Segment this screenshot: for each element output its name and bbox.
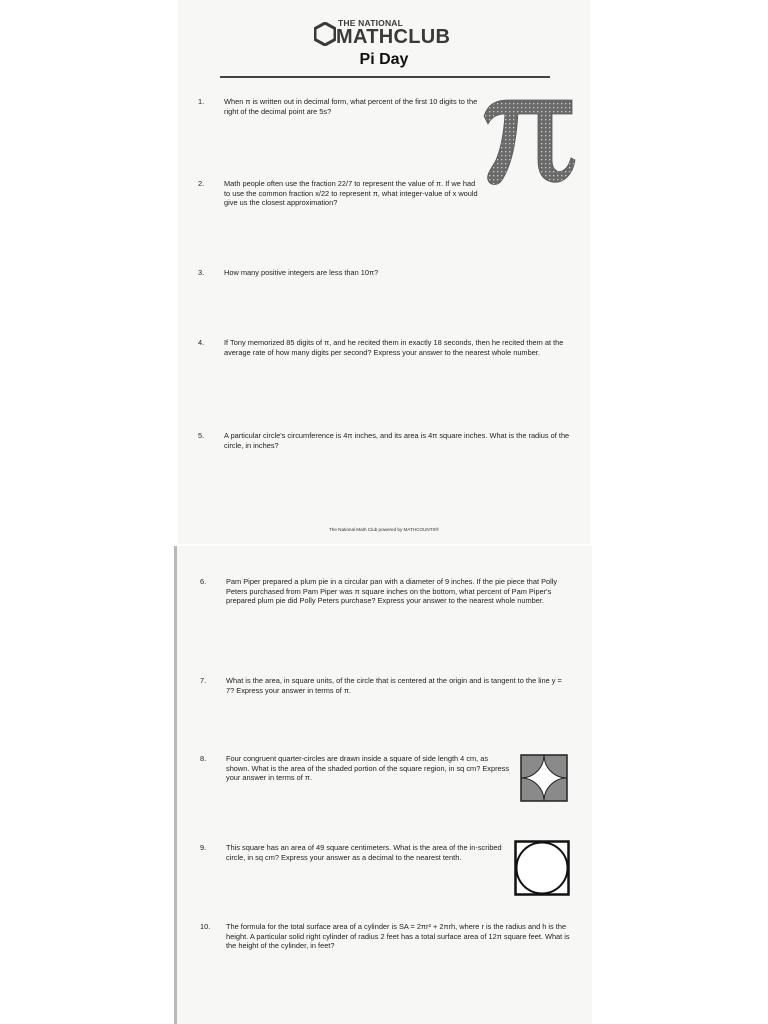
- question-number: 10.: [200, 922, 211, 931]
- question-text: When π is written out in decimal form, what percent of the first 10 digits to the right of the decimal point are 5s?: [224, 97, 478, 116]
- pi-symbol-illustration: [480, 94, 576, 190]
- question-text: What is the area, in square units, of the circle that is centered at the origin and is tangent to the line y = 7? Express your answer in terms of π.: [226, 676, 562, 695]
- question-number: 1.: [198, 97, 205, 106]
- question-number: 2.: [198, 179, 205, 188]
- question-text: Pam Piper prepared a plum pie in a circular pan with a diameter of 9 inches. If the pie piece that Polly Peters purchased from Pam Piper was π square inches on the bottom, what percent of Pam Piper's prepared plum pie did Polly Peters purchase? Express your answer to the nearest whole number.: [226, 577, 558, 606]
- question-number: 6.: [200, 577, 207, 586]
- question-number: 3.: [198, 268, 205, 277]
- page-title: Pi Day: [359, 51, 409, 68]
- worksheet-page-1: [178, 0, 590, 544]
- brand-top-text: THE NATIONAL: [338, 18, 404, 28]
- question-text: If Tony memorized 85 digits of π, and he recited them in exactly 18 seconds, then he recited them at the average rate of how many digits per second? Express your answer to the nearest whole number.: [224, 338, 564, 357]
- brand-main-text: MATHCLUB: [336, 26, 451, 48]
- math-club-logo: [314, 16, 464, 50]
- question-text: How many positive integers are less than 10π?: [224, 268, 379, 277]
- inscribed-circle-square-figure: [514, 840, 570, 896]
- question-text: The formula for the total surface area of a cylinder is SA = 2πr² + 2πrh, where r is the radius and h is the height. A particular solid right cylinder of radius 2 feet has a total surface area of 12π square feet. What is the height of the cylinder, in feet?: [226, 922, 570, 951]
- question-number: 7.: [200, 676, 207, 685]
- question-text: This square has an area of 49 square centimeters. What is the area of the in-scribed circle, in sq cm? Express your answer as a decimal to the nearest tenth.: [226, 843, 502, 862]
- question-text: A particular circle's circumference is 4π inches, and its area is 4π square inches. What is the radius of the circle, in inches?: [224, 431, 570, 450]
- question-text: Four congruent quarter-circles are drawn inside a square of side length 4 cm, as shown. What is the area of the shaded portion of the square region, in sq cm? Express your answer in terms of π.: [226, 754, 510, 783]
- page-footer: The National Math Club powered by MATHCOUNTS®: [328, 527, 439, 532]
- worksheet-page-2: [176, 546, 592, 1024]
- hexagon-logo-icon: [314, 22, 336, 46]
- question-number: 8.: [200, 754, 207, 763]
- title-divider: [220, 76, 550, 78]
- question-number: 4.: [198, 338, 205, 347]
- page-edge: [174, 546, 177, 1024]
- question-text: Math people often use the fraction 22/7 to represent the value of π. If we had to use the common fraction x/22 to represent π, what integer-value of x would give us the closest approximation?: [224, 179, 478, 208]
- question-number: 5.: [198, 431, 205, 440]
- question-number: 9.: [200, 843, 207, 852]
- quarter-circles-square-figure: [520, 754, 568, 802]
